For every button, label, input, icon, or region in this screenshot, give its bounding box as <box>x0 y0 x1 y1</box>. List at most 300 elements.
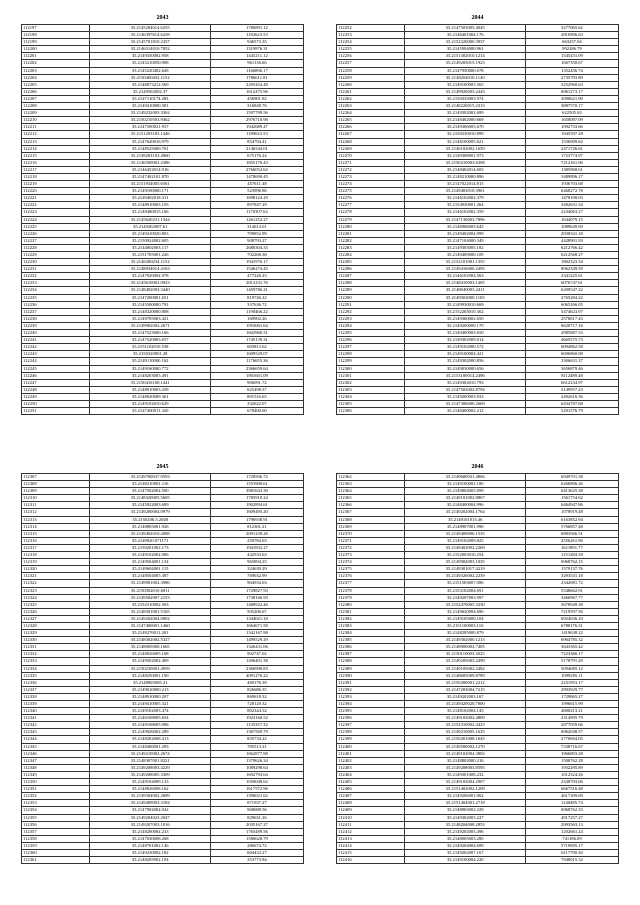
coordinate-cell: 35.2146102002.1659 <box>405 145 525 152</box>
row-id-cell: 112377 <box>337 580 405 587</box>
coordinate-cell: 35.2149010000.213 <box>90 686 210 693</box>
coordinate-cell: 35.2151503007.086 <box>405 580 525 587</box>
coordinate-cell: 35.2148320000.808 <box>90 308 210 315</box>
value-cell: 2338703.66 <box>525 779 618 786</box>
row-id-cell: 112268 <box>337 138 405 145</box>
coordinate-cell: 35.2149204004.699 <box>405 842 525 849</box>
row-id-cell: 112201 <box>22 53 90 60</box>
value-cell: 1379626.34 <box>210 757 303 764</box>
coordinate-cell: 35.2148630009.361 <box>90 393 210 400</box>
coordinate-cell: 35.2149416000.2495 <box>405 266 525 273</box>
value-cell: 6968762.15 <box>525 559 618 566</box>
table-row <box>22 337 304 344</box>
value-cell: 6413625.38 <box>525 488 618 495</box>
table-row <box>22 202 304 209</box>
row-id-cell: 112389 <box>337 665 405 672</box>
table-row <box>22 166 304 173</box>
coordinate-cell: 35.2148480015.166 <box>90 209 210 216</box>
coordinate-cell: 35.2149208003.4229 <box>90 764 210 771</box>
row-id-cell: 112304 <box>337 393 405 400</box>
table-row <box>337 488 619 495</box>
table-row <box>337 814 619 821</box>
row-id-cell: 112221 <box>22 195 90 202</box>
table-row <box>337 701 619 708</box>
value-cell: 1478690.45 <box>210 173 303 180</box>
coordinate-cell: 35.2149302009.014 <box>405 337 525 344</box>
coordinate-cell: 35.2149202003.167 <box>405 693 525 700</box>
coordinate-cell: 35.2148005000.1665 <box>90 644 210 651</box>
table-row <box>22 566 304 573</box>
coordinate-cell: 35.2148701002.146 <box>90 842 210 849</box>
row-id-cell: 112205 <box>22 81 90 88</box>
value-cell: 1611891.77 <box>525 544 618 551</box>
table-row <box>337 835 619 842</box>
row-id-cell: 112207 <box>22 95 90 102</box>
table-row <box>22 722 304 729</box>
table-row <box>22 81 304 88</box>
coordinate-cell: 35.2147920004.978 <box>90 273 210 280</box>
table-row <box>22 559 304 566</box>
table-row <box>22 216 304 223</box>
value-cell: 2993929.77 <box>525 686 618 693</box>
table-row <box>337 88 619 95</box>
table-row <box>337 587 619 594</box>
value-cell: 1617572.96 <box>210 786 303 793</box>
table-row <box>22 230 304 237</box>
value-cell: 3482631.34 <box>525 202 618 209</box>
coordinate-cell: 35.2145904000.961 <box>405 46 525 53</box>
table-row <box>22 46 304 53</box>
row-id-cell: 112257 <box>337 60 405 67</box>
coordinate-cell: 35.2149110000.162 <box>90 358 210 365</box>
row-id-cell: 112356 <box>22 821 90 828</box>
coordinate-cell: 35.2147502004.500 <box>90 488 210 495</box>
coordinate-cell: 35.2152320000.3937 <box>405 39 525 46</box>
coordinate-cell: 35.2150416100.1441 <box>90 379 210 386</box>
table-row <box>337 252 619 259</box>
value-cell: 1151284.38 <box>525 552 618 559</box>
value-cell: 992286.79 <box>525 46 618 53</box>
value-cell: 6464947.86 <box>525 502 618 509</box>
value-cell: 1667358.67 <box>525 60 618 67</box>
value-cell: 3149957.23 <box>525 386 618 393</box>
value-cell: 1609495.20 <box>210 509 303 516</box>
table-row <box>337 559 619 566</box>
row-id-cell: 112278 <box>337 209 405 216</box>
row-id-cell: 112353 <box>22 800 90 807</box>
row-id-cell: 112295 <box>337 330 405 337</box>
table-row <box>22 800 304 807</box>
table-row <box>337 651 619 658</box>
row-id-cell: 112256 <box>337 53 405 60</box>
coordinate-cell: 35.2148504005.387 <box>90 573 210 580</box>
value-cell: 1478100.03 <box>525 195 618 202</box>
value-cell: 1745139.31 <box>210 337 303 344</box>
row-id-cell: 112290 <box>337 294 405 301</box>
value-cell: 6924036.10 <box>525 615 618 622</box>
value-cell: 1050049.62 <box>210 779 303 786</box>
value-cell: 5094685.12 <box>525 665 618 672</box>
coordinate-cell: 35.2148402000.669 <box>405 117 525 124</box>
row-id-cell: 112269 <box>337 145 405 152</box>
value-cell: 678400.60 <box>210 408 303 415</box>
value-cell: 1729827.93 <box>210 587 303 594</box>
coordinate-cell: 35.2146102004.563 <box>405 273 525 280</box>
table-row <box>22 615 304 622</box>
value-cell: 4091276.22 <box>210 672 303 679</box>
table-row <box>337 474 619 481</box>
table-row <box>337 601 619 608</box>
table-row <box>22 793 304 800</box>
coordinate-cell: 35.2151404001.2718 <box>405 800 525 807</box>
table-row <box>22 764 304 771</box>
coordinate-cell: 35.2147502002.8794 <box>405 386 525 393</box>
value-cell: 316848.76 <box>210 103 303 110</box>
row-id-cell: 112339 <box>22 701 90 708</box>
table-row <box>22 495 304 502</box>
value-cell: 1326431.06 <box>210 644 303 651</box>
value-cell: 5489896.17 <box>525 173 618 180</box>
table-row <box>337 630 619 637</box>
table-row <box>22 481 304 488</box>
row-id-cell: 112322 <box>22 580 90 587</box>
value-cell: 337636.72 <box>210 301 303 308</box>
coordinate-cell: 35.2148205000.879 <box>405 630 525 637</box>
table-row <box>337 828 619 835</box>
value-cell: 1319876.31 <box>210 46 303 53</box>
value-cell: 1553900.61 <box>210 481 303 488</box>
value-cell: 3656879.46 <box>525 365 618 372</box>
table-row <box>337 509 619 516</box>
coordinate-cell: 35.2147902004.942 <box>90 807 210 814</box>
row-id-cell: 112302 <box>337 379 405 386</box>
table-row <box>22 60 304 67</box>
value-cell: 871937.27 <box>210 800 303 807</box>
row-id-cell: 112224 <box>22 216 90 223</box>
row-id-cell: 112276 <box>337 195 405 202</box>
table-row <box>337 679 619 686</box>
row-id-cell: 112233 <box>22 280 90 287</box>
row-id-cell: 112323 <box>22 587 90 594</box>
table-row <box>337 273 619 280</box>
coordinate-cell: 35.2148406001.283 <box>90 743 210 750</box>
value-cell: 2234063.27 <box>525 209 618 216</box>
coordinate-cell: 35.2149102000.572 <box>405 344 525 351</box>
value-cell: 3090621.90 <box>525 95 618 102</box>
row-id-cell: 112387 <box>337 651 405 658</box>
coordinate-cell: 35.2148934014.4163 <box>90 266 210 273</box>
row-id-cell: 112226 <box>22 230 90 237</box>
value-cell: 801516.65 <box>210 393 303 400</box>
row-id-cell: 112275 <box>337 188 405 195</box>
table-row <box>337 372 619 379</box>
row-id-cell: 112203 <box>22 67 90 74</box>
table-row <box>337 644 619 651</box>
row-id-cell: 112280 <box>337 223 405 230</box>
row-id-cell: 112236 <box>22 301 90 308</box>
row-id-cell: 112279 <box>337 216 405 223</box>
coordinate-cell: 35.2149202007.61 <box>90 223 210 230</box>
table-row <box>22 544 304 551</box>
table-row <box>337 849 619 856</box>
table-row <box>337 757 619 764</box>
row-id-cell: 112210 <box>22 117 90 124</box>
coordinate-cell: 35.2147400001.1460 <box>90 622 210 629</box>
coordinate-cell: 35.2149402010.2088 <box>90 530 210 537</box>
table-row <box>337 202 619 209</box>
table-row <box>22 849 304 856</box>
coordinate-cell: 35.2149402018.311 <box>90 195 210 202</box>
coordinate-cell: 35.2152203010.362 <box>405 308 525 315</box>
row-id-cell: 112411 <box>337 821 405 828</box>
row-id-cell: 112282 <box>337 237 405 244</box>
coordinate-cell: 35.2149402002.2269 <box>405 544 525 551</box>
row-id-cell: 112296 <box>337 337 405 344</box>
row-id-cell: 112399 <box>337 736 405 743</box>
table-row <box>337 516 619 523</box>
value-cell: 1499529.29 <box>210 637 303 644</box>
value-cell: 1966803.28 <box>525 750 618 757</box>
coordinate-cell: 35.2149303005.182 <box>405 244 525 251</box>
value-cell: 1135357.32 <box>210 722 303 729</box>
table-row <box>337 131 619 138</box>
value-cell: 2091239.26 <box>210 530 303 537</box>
row-id-cell: 112270 <box>337 152 405 159</box>
row-id-cell: 112374 <box>337 559 405 566</box>
table-row <box>22 729 304 736</box>
table-row <box>337 358 619 365</box>
table-row <box>22 138 304 145</box>
table-row <box>337 594 619 601</box>
row-id-cell: 112311 <box>22 502 90 509</box>
value-cell: 829631.26 <box>210 814 303 821</box>
row-id-cell: 112231 <box>22 266 90 273</box>
table-row <box>22 322 304 329</box>
row-id-cell: 112414 <box>337 842 405 849</box>
coordinate-cell: 35.2149026002.289 <box>90 729 210 736</box>
value-cell: 1612475.96 <box>210 88 303 95</box>
row-id-cell: 112317 <box>22 544 90 551</box>
coordinate-cell: 35.2149104009.125 <box>90 779 210 786</box>
table-row <box>22 252 304 259</box>
value-cell: 1796938.91 <box>210 516 303 523</box>
value-cell: 1602960.31 <box>210 330 303 337</box>
value-cell: 1586628.79 <box>210 835 303 842</box>
coordinate-cell: 35.2149930010.669 <box>405 301 525 308</box>
coordinate-cell: 35.2151100003.116 <box>405 622 525 629</box>
value-cell: 2314995.79 <box>525 715 618 722</box>
coordinate-cell: 35.2148205002.194 <box>90 857 210 864</box>
row-id-cell: 112363 <box>337 481 405 488</box>
coordinate-cell: 35.2149207003.1016 <box>90 821 210 828</box>
row-id-cell: 112299 <box>337 358 405 365</box>
coordinate-cell: 35.2149105002.2482 <box>405 665 525 672</box>
row-id-cell: 112281 <box>337 230 405 237</box>
row-id-cell: 112291 <box>337 301 405 308</box>
value-cell: 2993563.13 <box>525 821 618 828</box>
coordinate-cell: 35.2144002003.117 <box>90 244 210 251</box>
value-cell: 442933.63 <box>210 552 303 559</box>
coordinate-cell: 35.2149302003.227 <box>405 814 525 821</box>
row-id-cell: 112225 <box>22 223 90 230</box>
table-row <box>22 828 304 835</box>
row-id-cell: 112361 <box>22 857 90 864</box>
table-row <box>337 280 619 287</box>
coordinate-cell: 35.2149205015.1923 <box>405 60 525 67</box>
table-row <box>22 474 304 481</box>
value-cell: 785513.21 <box>210 743 303 750</box>
coordinate-cell: 35.2149230002.182 <box>90 849 210 856</box>
value-cell: 1140485.74 <box>525 800 618 807</box>
value-cell: 1012324.26 <box>525 771 618 778</box>
row-id-cell: 112382 <box>337 615 405 622</box>
row-id-cell: 112337 <box>22 686 90 693</box>
value-cell: 1650087.09 <box>525 117 618 124</box>
coordinate-cell: 35.2149700037.0593 <box>90 474 210 481</box>
coordinate-cell: 35.2147022014.815 <box>405 181 525 188</box>
coordinate-cell: 35.2147400011.320 <box>90 408 210 415</box>
table-row <box>337 216 619 223</box>
row-id-cell: 112215 <box>22 152 90 159</box>
value-cell: 5474623.97 <box>525 308 618 315</box>
row-id-cell: 112254 <box>337 39 405 46</box>
table-row <box>22 195 304 202</box>
value-cell: 1609529.07 <box>210 351 303 358</box>
value-cell: 1945597.28 <box>525 131 618 138</box>
table-row <box>337 715 619 722</box>
value-cell: 1729865.27 <box>525 693 618 700</box>
table-row <box>22 188 304 195</box>
table-row <box>337 481 619 488</box>
coordinate-cell: 35.2149804005.099 <box>405 488 525 495</box>
table-row <box>337 637 619 644</box>
row-id-cell: 112369 <box>337 523 405 530</box>
coordinate-cell: 35.2150400452.1152 <box>90 74 210 81</box>
row-id-cell: 112366 <box>337 502 405 509</box>
value-cell: 961136.66 <box>210 60 303 67</box>
coordinate-cell: 35.2151705001.226 <box>90 252 210 259</box>
table-row <box>22 408 304 415</box>
table-row <box>22 630 304 637</box>
table-row <box>22 244 304 251</box>
row-id-cell: 112332 <box>22 651 90 658</box>
table-row <box>22 131 304 138</box>
value-cell: 1546274.45 <box>210 266 303 273</box>
row-id-cell: 112333 <box>22 658 90 665</box>
coordinate-cell: 35.2148320005.5605 <box>90 495 210 502</box>
row-id-cell: 112305 <box>337 400 405 407</box>
table-row <box>337 544 619 551</box>
coordinate-cell: 35.2149200003.933 <box>405 393 525 400</box>
coordinate-cell: 35.2146108005.654 <box>90 715 210 722</box>
table-row <box>337 103 619 110</box>
coordinate-cell: 35.2148903002.229 <box>405 807 525 814</box>
row-id-cell: 112284 <box>337 252 405 259</box>
coordinate-cell: 35.2145610002.0923 <box>90 280 210 287</box>
coordinate-cell: 35.2148204010.1140 <box>405 74 525 81</box>
row-id-cell: 112248 <box>22 386 90 393</box>
row-id-cell: 112406 <box>337 786 405 793</box>
value-cell: 2341225.61 <box>525 273 618 280</box>
table-row <box>22 658 304 665</box>
table-row <box>337 330 619 337</box>
row-id-cell: 112214 <box>22 145 90 152</box>
coordinate-cell: 35.2149207003.997 <box>405 594 525 601</box>
row-id-cell: 112335 <box>22 672 90 679</box>
coordinate-cell: 35.2148402014.603 <box>405 166 525 173</box>
coordinate-cell: 35.2148410003.1405 <box>405 280 525 287</box>
row-id-cell: 112380 <box>337 601 405 608</box>
table-row <box>22 103 304 110</box>
row-id-cell: 112388 <box>337 658 405 665</box>
row-id-cell: 112246 <box>22 372 90 379</box>
value-cell: 3306631.37 <box>525 358 618 365</box>
row-id-cell: 112220 <box>22 188 90 195</box>
row-id-cell: 112223 <box>22 209 90 216</box>
row-id-cell: 112357 <box>22 828 90 835</box>
table-row <box>337 658 619 665</box>
coordinate-cell: 35.2148400002.212 <box>405 408 525 415</box>
row-id-cell: 112285 <box>337 259 405 266</box>
page-number: 2044 <box>471 15 484 21</box>
row-id-cell: 112405 <box>337 779 405 786</box>
page-number: 2045 <box>156 464 169 470</box>
row-id-cell: 112396 <box>337 715 405 722</box>
row-id-cell: 112398 <box>337 729 405 736</box>
coordinate-cell: 35.2147306000.2669 <box>405 400 525 407</box>
coordinate-cell: 35.2149301017.4219 <box>405 566 525 573</box>
coordinate-cell: 35.2149101013.46 <box>405 516 525 523</box>
table-row <box>22 181 304 188</box>
value-cell: 812301.21 <box>210 523 303 530</box>
row-id-cell: 112325 <box>22 601 90 608</box>
value-cell: 7212161.06 <box>525 159 618 166</box>
table-row <box>337 764 619 771</box>
value-cell: 6961273.17 <box>525 88 618 95</box>
coordinate-cell: 35.2149100004.220 <box>405 857 525 864</box>
row-id-cell: 112401 <box>337 750 405 757</box>
value-cell: 968688.56 <box>210 807 303 814</box>
coordinate-cell: 35.2153102004.691 <box>405 587 525 594</box>
table-row <box>337 60 619 67</box>
value-cell: 2556261.96 <box>525 537 618 544</box>
row-id-cell: 112316 <box>22 537 90 544</box>
table-row <box>22 708 304 715</box>
row-id-cell: 112362 <box>337 474 405 481</box>
value-cell: 3252960.63 <box>525 81 618 88</box>
coordinate-cell: 35.2149402004.999 <box>405 230 525 237</box>
row-id-cell: 112259 <box>337 74 405 81</box>
coordinate-cell: 35.2152310002.4423 <box>405 722 525 729</box>
table-row <box>337 573 619 580</box>
row-id-cell: 112367 <box>337 509 405 516</box>
table-row <box>22 835 304 842</box>
coordinate-cell: 35.2149409003.3184 <box>90 800 210 807</box>
coordinate-cell: 35.2146314010.7852 <box>90 46 210 53</box>
value-cell: 6434787.68 <box>525 400 618 407</box>
value-cell: 1044079.15 <box>525 216 618 223</box>
table-row <box>337 495 619 502</box>
table-row <box>22 294 304 301</box>
row-id-cell: 112345 <box>22 743 90 750</box>
value-cell: 1190466.22 <box>210 308 303 315</box>
table-row <box>22 523 304 530</box>
coordinate-cell: 35.2149030000.656 <box>405 365 525 372</box>
value-cell: 1561754.62 <box>525 495 618 502</box>
row-id-cell: 112308 <box>22 481 90 488</box>
coordinate-cell: 35.2151203105.1446 <box>90 131 210 138</box>
value-cell: 469176.39 <box>210 679 303 686</box>
